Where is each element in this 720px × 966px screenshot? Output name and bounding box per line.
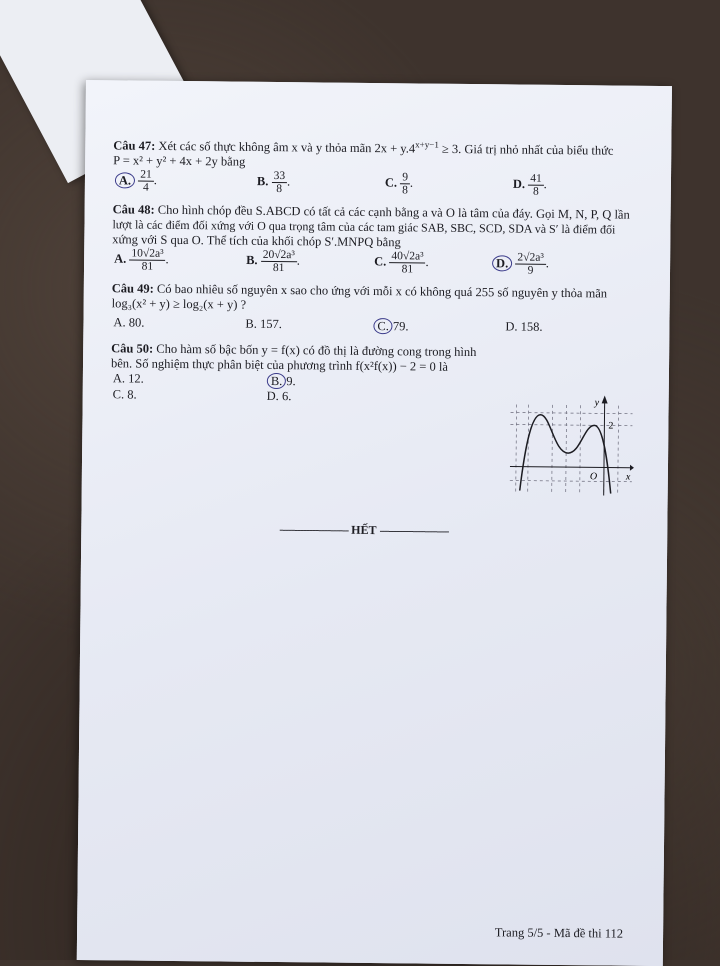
question-48 <box>112 202 633 282</box>
q48-option-a[interactable]: A. $\frac{\text{10√2a³}}{81}$ . <box>114 247 169 273</box>
q47-exponent: x+y−1 <box>415 139 439 150</box>
q47-title: Câu 47: <box>113 138 156 153</box>
q50-title: Câu 50: <box>111 341 154 356</box>
q47-stem-1: Xét các số thực không âm x và y thỏa mãn 2x + y.4 <box>158 138 416 156</box>
q48-option-d[interactable]: D. $\frac{\text{2√2a³}}{9}$ . <box>492 251 549 277</box>
q49-options <box>111 315 631 342</box>
value-2-label: 2 <box>608 420 614 432</box>
q49-stem-2: log₃(x² + y) ≥ log₂(x + y) ? <box>111 296 247 312</box>
end-dashes-right: ----------------------- <box>379 523 449 538</box>
q47-stem-1-end: ≥ 3. Giá trị nhỏ nhất của biểu thức <box>438 141 614 158</box>
q48-option-c[interactable]: C. $\frac{\text{40√2a³}}{81}$ . <box>374 250 429 276</box>
q47-option-a[interactable]: A. $\frac{21}{4}$ . <box>115 168 157 193</box>
q47-option-c[interactable]: C. $\frac{9}{8}$ . <box>384 171 414 197</box>
x-axis-arrow <box>630 465 634 471</box>
q50-option-c[interactable]: C. 8. <box>112 387 137 402</box>
q48-title: Câu 48: <box>112 202 155 217</box>
graph-grid <box>510 404 633 495</box>
q47-stem-2: P = x² + y² + 4x + 2y bằng <box>113 153 246 169</box>
y-axis-label: y <box>594 397 600 409</box>
q49-option-b[interactable]: B. 157. <box>245 316 282 332</box>
q49-option-d[interactable]: D. 158. <box>505 319 543 334</box>
question-49 <box>111 281 632 342</box>
q48-option-b[interactable]: B. $\frac{\text{20√2a³}}{81}$ . <box>246 249 301 275</box>
q49-title: Câu 49: <box>111 281 154 296</box>
q47-option-d[interactable]: D. $\frac{41}{8}$ . <box>512 172 547 198</box>
end-marker <box>279 522 448 539</box>
y-axis-arrow <box>602 395 608 403</box>
end-dashes-left: ----------------------- <box>279 522 349 537</box>
q49-option-c[interactable]: C. 79. <box>373 318 408 334</box>
q50-option-b[interactable]: B. 9. <box>267 373 296 389</box>
origin-label: O <box>589 471 598 483</box>
function-curve <box>520 415 612 494</box>
end-text: HẾT <box>351 522 377 538</box>
page-footer: Trang 5/5 - Mã đề thi 112 <box>494 925 624 941</box>
q49-stem-1: Có bao nhiêu số nguyên x sao cho ứng với mỗi x có không quá 255 số nguyên y thỏa mãn <box>156 281 608 301</box>
q48-stem-1: Cho hình chóp đều S.ABCD có tất cả các cạnh bằng a và O là tâm của đáy. Gọi M, N, P, Q lần <box>157 202 630 222</box>
x-axis-label: x <box>625 471 631 483</box>
q50-option-a[interactable]: A. 12. <box>112 371 144 386</box>
q48-stem-3: xứng với S qua O. Thể tích của khối chóp S′.MNPQ bằng <box>112 232 401 250</box>
q50-stem-1: Cho hàm số bậc bốn y = f(x) có đồ thị là đường cong trong hình <box>156 341 477 360</box>
q47-options <box>113 168 633 203</box>
q50-stem-2: bên. Số nghiệm thực phân biệt của phương trình f(x²f(x)) − 2 = 0 là <box>110 356 448 374</box>
q48-options <box>112 247 632 282</box>
q50-function-graph <box>508 394 635 499</box>
question-47 <box>113 134 634 204</box>
q50-option-d[interactable]: D. 6. <box>266 389 292 404</box>
exam-content <box>110 134 634 538</box>
q49-option-a[interactable]: A. 80. <box>113 315 145 330</box>
q47-option-b[interactable]: B. $\frac{33}{8}$ . <box>256 170 291 196</box>
q48-stem-2: lượt là các điểm đối xứng với O qua trọng tâm của các tam giác SAB, SBC, SCD, SDA và S′ là điểm đối <box>112 217 616 237</box>
exam-page <box>77 80 672 966</box>
